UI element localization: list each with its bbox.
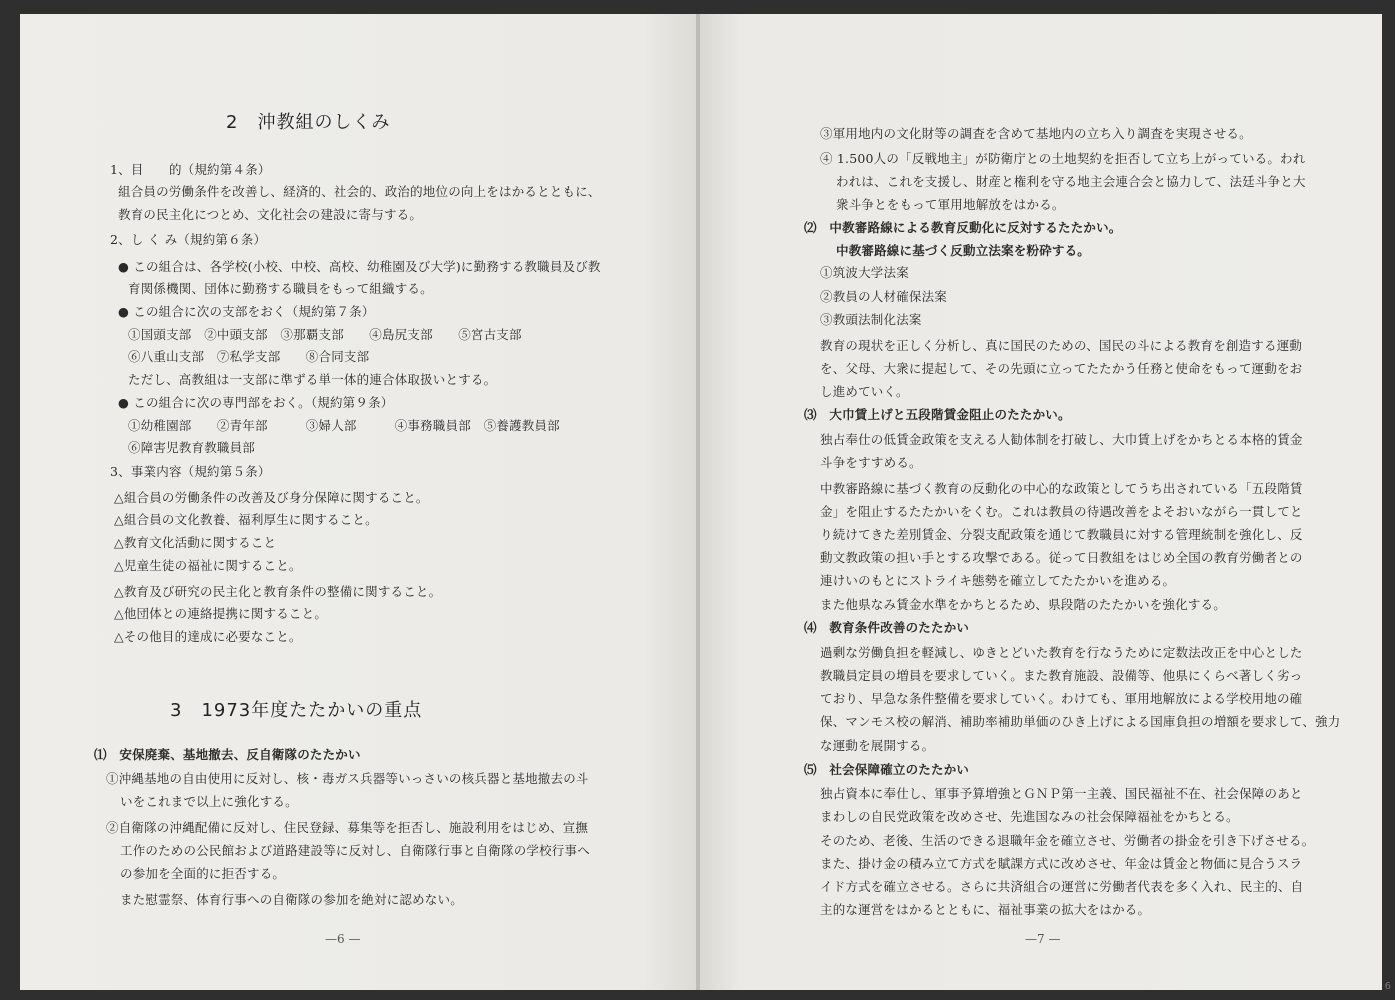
section-heading-3: 3 1973年度たたかいの重点	[170, 700, 423, 721]
text-line: 工作のための公民館および道路建設等に反対し、自衛隊行事と自衛隊の学校行事へ	[120, 843, 590, 858]
text-line: ①沖縄基地の自由使用に反対し、核・毒ガス兵器等いっさいの核兵器と基地撤去の斗	[106, 771, 589, 786]
department-list: ⑥障害児教育教職員部	[128, 440, 256, 455]
text-line: 教育の現状を正しく分析し、真に国民のための、国民の斗による教育を創造する運動	[820, 338, 1303, 353]
branch-list: ①国頭支部 ②中頭支部 ③那覇支部 ④島尻支部 ⑤宮古支部	[128, 327, 522, 342]
point-heading-4: ⑷ 教育条件改善のたたかい	[804, 620, 970, 635]
text-line: イド方式を確立させる。さらに共済組合の運営に労働者代表を多く入れ、民主的、自	[820, 879, 1304, 894]
text-line: 教育の民主化につとめ、文化社会の建設に寄与する。	[118, 207, 423, 222]
branch-list: ⑥八重山支部 ⑦私学支部 ⑧合同支部	[128, 349, 370, 364]
text-line: ● この組合に次の専門部をおく。（規約第９条）	[118, 395, 394, 410]
text-line: し進めていく。	[820, 384, 909, 399]
list-item: △組合員の労働条件の改善及び身分保障に関すること。	[114, 490, 429, 505]
page-number: —6 —	[325, 932, 361, 946]
text-line: を、父母、大衆に提起して、その先頭に立ってたたかう任務と使命をもって運動をお	[820, 361, 1303, 376]
corner-mark: 6	[1384, 981, 1391, 992]
text-line: また、掛け金の積み立て方式を賦課方式に改めさせ、年金は賃金と物価に見合うスラ	[820, 856, 1303, 871]
section-heading-2: 2 沖教組のしくみ	[226, 112, 391, 133]
point-heading-3: ⑶ 大巾賃上げと五段階賃金阻止のたたかい。	[804, 407, 1071, 422]
text-line: 独占奉仕の低賃金政策を支える人勧体制を打破し、大巾賃上げをかちとる本格的賃金	[820, 432, 1303, 447]
text-line: ● この組合は、各学校(小校、中校、高校、幼稚園及び大学)に勤務する教職員及び教	[118, 259, 601, 274]
page-number: —7 —	[1025, 932, 1061, 946]
text-line: 組合員の労働条件を改善し、経済的、社会的、政治的地位の向上をはかるとともに、	[118, 184, 601, 199]
text-line: ており、早急な条件整備を要求していく。わけても、軍用地解放による学校用地の確	[820, 691, 1303, 706]
list-item: ②教員の人材確保法案	[820, 289, 948, 304]
text-line: 中教審路線に基づく教育の反動化の中心的な政策としてうち出されている「五段階賃	[820, 481, 1303, 496]
list-item: △他団体との連絡提携に関すること。	[114, 606, 328, 621]
text-line: いをこれまで以上に強化する。	[120, 794, 298, 809]
text-line: 衆斗争とをもって軍用地解放をはかる。	[836, 197, 1065, 212]
list-item: △組合員の文化教養、福利厚生に関すること。	[114, 512, 378, 527]
subheading-structure: 2、し く み（規約第６条）	[110, 232, 267, 247]
text-line: 連けいのもとにストライキ態勢を確立してたたかいを進める。	[820, 573, 1176, 588]
text-line: そのため、老後、生活のできる退職年金を確立させ、労働者の掛金を引き下げさせる。	[820, 833, 1315, 848]
text-line: われは、これを支援し、財産と権利を守る地主会連合会と協力して、法廷斗争と大	[836, 174, 1306, 189]
text-line: また他県なみ賃金水準をかちとるため、県段階のたたかいを強化する。	[820, 597, 1226, 612]
text-line: 斗争をすすめる。	[820, 455, 922, 470]
text-line: 教職員定員の増員を要求していく。また教育施設、設備等、他県にくらべ著しく劣っ	[820, 668, 1303, 683]
list-item: △その他目的達成に必要なこと。	[114, 629, 302, 644]
list-item: ③教頭法制化法案	[820, 312, 922, 327]
text-line: 独占資本に奉仕し、軍事予算増強とＧＮＰ第一主義、国民福祉不在、社会保障のあと	[820, 786, 1303, 801]
list-item: ①筑波大学法案	[820, 265, 909, 280]
text-line: ③軍用地内の文化財等の調査を含めて基地内の立ち入り調査を実現させる。	[820, 126, 1252, 141]
text-line: の参加を全面的に拒否する。	[120, 866, 286, 881]
subheading-business: 3、事業内容（規約第５条）	[110, 464, 271, 479]
text-line: 動文教政策の担い手とする攻撃である。従って日教組をはじめ全国の教育労働者との	[820, 550, 1303, 565]
text-line: り続けてきた差別賃金、分裂支配政策を通じて教職員に対する管理統制を強化し、反	[820, 527, 1303, 542]
text-line: 育関係機関、団体に勤務する職員をもって組織する。	[128, 281, 433, 296]
text-line: 主的な運営をはかるとともに、福祉事業の拡大をはかる。	[820, 902, 1151, 917]
text-line: ● この組合に次の支部をおく（規約第７条）	[118, 304, 375, 319]
text-line: 過剰な労働負担を軽減し、ゆきとどいた教育を行なうために定数法改正を中心とした	[820, 645, 1303, 660]
text-line: ④ 1.500人の「反戦地主」が防衛庁との土地契約を拒否して立ち上がっている。われ	[820, 151, 1306, 166]
list-item: △児童生徒の福祉に関すること。	[114, 558, 302, 573]
point-subheading: 中教審路線に基づく反動立法案を粉砕する。	[836, 243, 1091, 258]
text-line: な運動を展開する。	[820, 738, 935, 753]
text-line: ただし、高教組は一支部に準ずる単一体的連合体取扱いとする。	[128, 372, 497, 387]
subheading-purpose: 1、目 的（規約第４条）	[110, 162, 271, 177]
text-line: また慰霊祭、体育行事への自衛隊の参加を絶対に認めない。	[120, 892, 463, 907]
list-item: △教育及び研究の民主化と教育条件の整備に関すること。	[114, 584, 442, 599]
point-heading-5: ⑸ 社会保障確立のたたかい	[804, 762, 970, 777]
point-heading-2: ⑵ 中教審路線による教育反動化に反対するたたかい。	[804, 220, 1122, 235]
department-list: ①幼稚園部 ②青年部 ③婦人部 ④事務職員部 ⑤養護教員部	[128, 418, 560, 433]
text-line: ②自衛隊の沖縄配備に反対し、住民登録、募集等を拒否し、施設利用をはじめ、宣撫	[106, 820, 589, 835]
page-6	[20, 14, 696, 990]
point-heading-1: ⑴ 安保廃棄、基地撤去、反自衛隊のたたかい	[94, 747, 361, 762]
page-7	[700, 14, 1382, 990]
text-line: 保、マンモス校の解消、補助率補助単価のひき上げによる国庫負担の増額を要求して、強力	[820, 714, 1341, 729]
text-line: まわしの自民党政策を改めさせ、先進国なみの社会保障福祉をかちとる。	[820, 809, 1239, 824]
list-item: △教育文化活動に関すること	[114, 535, 277, 550]
text-line: 金」を阻止するたたかいをくむ。これは教員の待遇改善をよそおいながら一貫してと	[820, 504, 1303, 519]
